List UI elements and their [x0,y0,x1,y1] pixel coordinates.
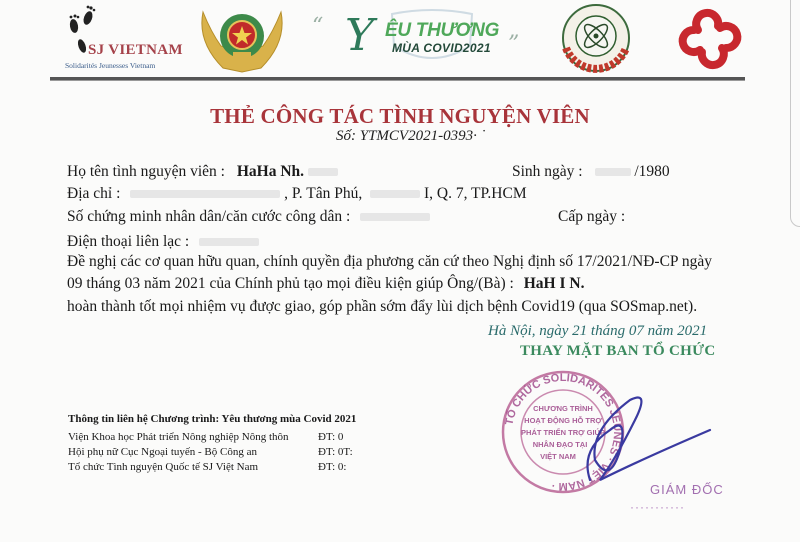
redacted-block [199,238,259,246]
id-label: Số chứng minh nhân dân/căn cước công dân : [67,208,351,225]
contact-info-heading: Thông tin liên hệ Chương trình: Yêu thương mùa Covid 2021 [68,413,357,425]
svg-text:CHƯƠNG TRÌNH: CHƯƠNG TRÌNH [533,404,593,413]
signer-position: GIÁM ĐỐC [650,482,724,497]
phone-row [67,233,259,251]
place-and-date: Hà Nội, ngày 21 tháng 07 năm 2021 [488,323,708,339]
volunteer-name-label: Họ tên tình nguyện viên : [67,163,225,180]
institute-seal-icon [558,2,634,74]
contact-row-phone: ĐT: 0T: [318,446,353,458]
phone-label: Điện thoại liên lạc : [67,233,190,250]
address-value: , P. Tân Phú, [284,185,363,202]
request-paragraph-line-1: Đề nghị các cơ quan hữu quan, chính quyền địa phương căn cứ theo Nghị định số 17/2021/NĐ-CP ngày [67,253,712,270]
contact-row-org: Viện Khoa học Phát triển Nông nghiệp Nông thôn [68,431,289,443]
yeu-thuong-logo-subtitle: MÙA COVID2021 [392,41,491,55]
yeu-thuong-logo-title: ÊU THƯƠNG [385,20,500,41]
volunteer-name-row [67,163,338,181]
dob-label: Sinh ngày : [512,163,583,180]
sj-vietnam-logo-title: SJ VIETNAM [88,42,183,58]
organizer-representative-title: THAY MẶT BAN TỔ CHỨC [520,343,716,359]
issue-date-row [558,208,625,226]
request-paragraph-line-3: hoàn thành tốt mọi nhiệm vụ được giao, góp phần sớm đẩy lùi dịch bệnh Covid19 (qua SOSmap.net). [67,298,698,315]
svg-text:HOẠT ĐỘNG HỖ TRỢ: HOẠT ĐỘNG HỖ TRỢ [524,416,602,425]
yeu-thuong-script-letter: Y [345,10,375,61]
contact-row-phone: ĐT: 0: [318,461,347,473]
contact-row-phone: ĐT: 0 [318,431,344,443]
redacted-block [370,190,420,198]
card-serial-number: Số: YTMCV2021-0393· ˙ [336,128,486,144]
signature-icon [580,390,720,490]
request-paragraph-text: 09 tháng 03 năm 2021 của Chính phủ tạo mọi điều kiện giúp Ông/(Bà) : [67,275,514,292]
police-emblem-icon [193,2,291,74]
contact-row-org: Hội phụ nữ Cục Ngoại tuyến - Bộ Công an [68,446,257,458]
svg-text:TỔ CHỨC SOLIDARITES JEUNES · V: TỔ CHỨC SOLIDARITES JEUNES · VIỆT NAM · [503,371,624,493]
svg-text:PHÁT TRIỂN TRỢ GIÚP: PHÁT TRIỂN TRỢ GIÚP [521,428,605,437]
id-row [67,208,430,226]
redacted-block [308,168,338,176]
address-tail: I, Q. 7, TP.HCM [423,185,527,202]
address-row [67,185,527,203]
dob-value: /1980 [634,163,670,180]
dob-row [512,163,670,181]
request-volunteer-name: HaH I N. [523,275,585,292]
red-knot-logo-icon [672,4,748,72]
sj-vietnam-logo-subtitle: Solidarités Jeunesses Vietnam [65,61,156,70]
quote-close: ” [508,32,520,57]
contact-row-org: Tổ chức Tình nguyện Quốc tế SJ Việt Nam [68,461,259,473]
request-paragraph-line-2 [67,275,584,293]
redacted-block [360,213,430,221]
volunteer-name-value: HaHa Nh. [236,163,305,180]
issue-date-label: Cấp ngày : [558,208,626,225]
svg-text:VIỆT NAM: VIỆT NAM [540,452,576,461]
header-divider [50,77,745,80]
signer-name: ··········· [630,500,685,514]
quote-open: “ [312,14,324,39]
redacted-block [130,190,280,198]
svg-text:NHÂN ĐẠO TẠI: NHÂN ĐẠO TẠI [532,440,588,449]
redacted-block [595,168,631,176]
card-title: THẺ CÔNG TÁC TÌNH NGUYỆN VIÊN [210,104,590,128]
address-label: Địa chỉ : [67,185,121,202]
